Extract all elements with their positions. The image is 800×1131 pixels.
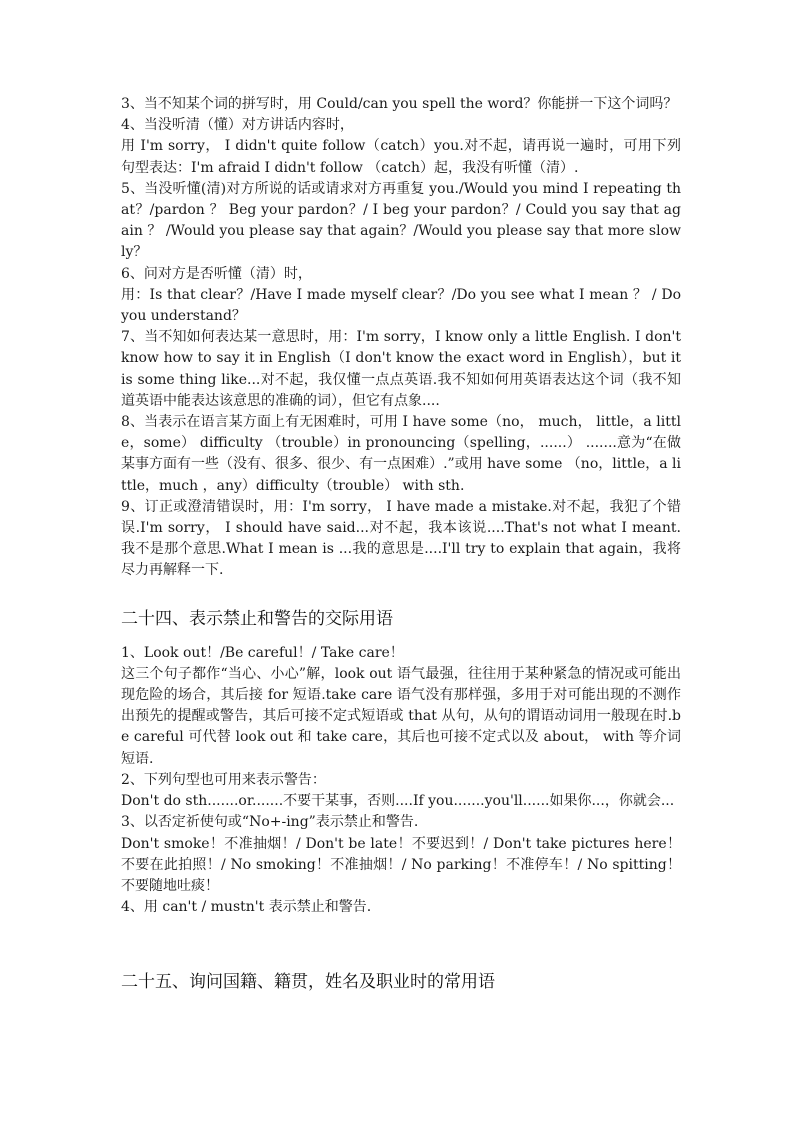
item-3-examples: Don't smoke！不准抽烟！/ Don't be late！不要迟到！/ Don't take pictures here！不要在此拍照！/ No smoking！不准抽烟！/ No parking！不准停车！/ No spitting！不要随地吐痰！ [121,835,681,894]
document-body [121,94,681,994]
item-6-body: 用：Is that clear？/Have I made myself clear？/Do you see what I mean ？ / Do you understand？ [121,286,681,325]
section-24-title: 二十四、表示禁止和警告的交际用语 [121,608,393,629]
item-4-cant-mustnt: 4、用 can't / mustn't 表示禁止和警告. [121,899,372,916]
item-5-repeat: 5、当没听懂(清)对方所说的话或请求对方再重复 you./Would you mind I repeating that？/pardon ？ Beg your pardon？/ I beg your pardon？/ Could you say that again ？ /Would you please say that again？/Would you please say that more slowly？ [121,180,681,261]
item-4-heading: 4、当没听清（懂）对方讲话内容时， [121,117,354,134]
item-3-heading: 3、以否定祈使句或“No+-ing”表示禁止和警告. [121,814,419,831]
item-1-look-out: 1、Look out！/Be careful！/ Take care！ [121,644,404,661]
item-8-difficulty: 8、当表示在语言某方面上有无困难时，可用 I have some（no， much， little，a little，some） difficulty （trouble）in pronouncing（spelling，......） .......意为“在做某事方面有一些（没有、很多、很少、有一点困难）.”或用 have some （no，little，a little，much ，any）difficulty（trouble） with sth. [121,414,681,494]
item-1-explanation: 这三个句子都作“当心、小心”解，look out 语气最强，往往用于某种紧急的情况或可能出现危险的场合，其后接 for 短语.take care 语气没有那样强，多用于对可能出现的不测作出预先的提醒或警告，其后可接不定式短语或 that 从句，从句的谓语动词用一般现在时.be careful 可代替 look out 和 take care，其后也可接不定式以及 about， with 等介词短语. [121,665,681,767]
item-2-heading: 2、下列句型也可用来表示警告： [121,771,326,788]
item-4-body: 用 I'm sorry， I didn't quite follow（catch）you.对不起，请再说一遍时，可用下列句型表达：I'm afraid I didn't follow （catch）起，我没有听懂（清）. [121,138,681,176]
item-7-expression: 7、当不知如何表达某一意思时，用：I'm sorry，I know only a little English. I don't know how to say it in English（I don't know the exact word in English），but it is some thing like...对不起，我仅懂一点点英语.我不知如何用英语表达这个词（我不知道英语中能表达该意思的准确的词），但它有点象.... [121,329,681,409]
section-25-title: 二十五、询问国籍、籍贯，姓名及职业时的常用语 [121,972,495,993]
item-3-spelling: 3、当不知某个词的拼写时，用 Could/can you spell the word？你能拼一下这个词吗？ [121,96,678,112]
item-6-heading: 6、问对方是否听懂（清）时， [121,265,312,282]
section-24-body [121,643,681,919]
item-9-correction: 9、订正或澄清错误时，用：I'm sorry， I have made a mistake.对不起，我犯了个错误.I'm sorry， I should have said...对不起，我本该说....That's not what I meant.我不是那个意思.What I mean is ...我的意思是....I'll try to explain that again，我将尽力再解释一下. [121,498,681,579]
item-2-pattern: Don't do sth.......or.......不要干某事，否则....If you.......you'll......如果你...，你就会... [121,793,675,810]
section-23-continued [121,94,681,582]
